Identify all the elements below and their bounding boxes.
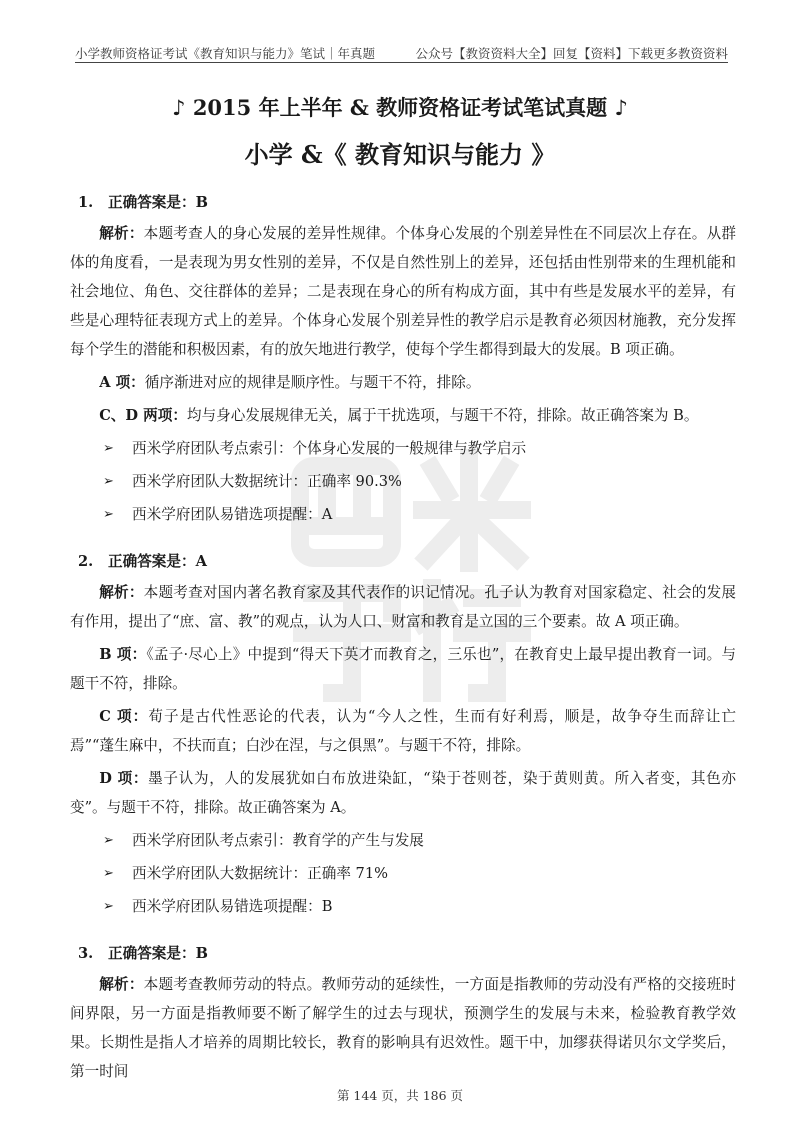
option-text: 均与身心发展规律无关，属于干扰选项，与题干不符，排除。故正确答案为 B。 [186, 407, 699, 424]
analysis-label: 解析： [99, 225, 144, 242]
analysis-text: 本题考查人的身心发展的差异性规律。个体身心发展的个别差异性在不同层次上存在。从群体的角度看，一是表现为男女性别的差异，不仅是自然性别上的差异，还包括由性别带来的生理机能和社会地位、角色、交往群体的差异；二是表现在身心的所有构成方面，其中有些是发展水平的差异，有些是心理特征表现方式上的差异。个体身心发展个别差异性的教学启示是教育必须因材施教，充分发挥每个学生的潜能和积极因素，有的放矢地进行教学，使每个学生都得到最大的发展。B 项正确。 [70, 225, 736, 358]
header-right-text: 公众号【教资资料大全】回复【资料】下载更多教资资料 [415, 46, 728, 61]
page-header [75, 40, 728, 63]
arrow-bullet-icon: ➢ [103, 507, 114, 522]
analysis-text: 本题考查教师劳动的特点。教师劳动的延续性，一方面是指教师的劳动没有严格的交接班时间界限，另一方面是指教师要不断了解学生的过去与现状，预测学生的发展与未来，检验教育教学效果。长期性是指人才培养的周期比较长，教育的影响具有迟效性。题干中，加缪获得诺贝尔文学奖后，第一时间 [70, 976, 736, 1080]
analysis-paragraph [70, 219, 736, 364]
note-item [70, 434, 736, 463]
option-label: C 项： [99, 708, 149, 725]
note-text: 西米学府团队易错选项提醒：B [132, 898, 333, 915]
answer-label: 正确答案是：B [108, 194, 208, 211]
note-item [70, 467, 736, 496]
question-number: 1. [78, 194, 94, 211]
analysis-paragraph [70, 970, 736, 1086]
analysis-paragraph [70, 578, 736, 636]
option-text: 循序渐进对应的规律是顺序性。与题干不符，排除。 [144, 374, 481, 391]
option-label: D 项： [99, 770, 149, 787]
option-paragraph [70, 764, 736, 822]
question-number: 2. [78, 553, 94, 570]
note-item [70, 826, 736, 855]
option-paragraph [70, 702, 736, 760]
option-label: C、D 两项： [99, 407, 187, 424]
option-text: 荀子是古代性恶论的代表，认为“今人之性，生而有好利焉，顺是，故争夺生而辞让亡焉”“蓬生麻中，不扶而直；白沙在涅，与之俱黑”。与题干不符，排除。 [70, 708, 736, 754]
analysis-text: 本题考查对国内著名教育家及其代表作的识记情况。孔子认为教育对国家稳定、社会的发展有作用，提出了“庶、富、教”的观点，认为人口、财富和教育是立国的三个要素。故 A 项正确。 [70, 584, 736, 630]
page-subtitle: 小学 &《 教育知识与能力 》 [244, 140, 556, 169]
answer-label: 正确答案是：A [108, 553, 207, 570]
note-text: 西米学府团队考点索引：个体身心发展的一般规律与教学启示 [132, 440, 527, 457]
arrow-bullet-icon: ➢ [103, 899, 114, 914]
question-number: 3. [78, 945, 94, 962]
note-text: 西米学府团队大数据统计：正确率 71% [132, 865, 388, 882]
arrow-bullet-icon: ➢ [103, 833, 114, 848]
option-label: A 项： [99, 374, 145, 391]
note-item [70, 859, 736, 888]
question-heading [78, 188, 736, 217]
option-text: 《孟子·尽心上》中提到“得天下英才而教育之，三乐也”，在教育史上最早提出教育一词。与题干不符，排除。 [70, 646, 736, 692]
note-text: 西米学府团队考点索引：教育学的产生与发展 [132, 832, 424, 849]
option-text: 墨子认为，人的发展犹如白布放进染缸，“染于苍则苍，染于黄则黄。所入者变，其色亦变”。与题干不符，排除。故正确答案为 A。 [70, 770, 736, 816]
answer-label: 正确答案是：B [108, 945, 208, 962]
page-footer: 第 144 页，共 186 页 [336, 1088, 464, 1103]
note-item [70, 892, 736, 921]
arrow-bullet-icon: ➢ [103, 474, 114, 489]
option-paragraph [70, 401, 736, 430]
note-text: 西米学府团队大数据统计：正确率 90.3% [132, 473, 402, 490]
analysis-label: 解析： [99, 976, 144, 993]
content [70, 188, 736, 1090]
arrow-bullet-icon: ➢ [103, 866, 114, 881]
note-text: 西米学府团队易错选项提醒：A [132, 506, 333, 523]
note-item [70, 500, 736, 529]
question-heading [78, 547, 736, 576]
question-heading [78, 939, 736, 968]
page-title: ♪ 2015 年上半年 & 教师资格证考试笔试真题 ♪ [172, 95, 628, 120]
option-label: B 项： [99, 646, 147, 663]
header-left-text: 小学教师资格证考试《教育知识与能力》笔试｜年真题 [75, 46, 376, 61]
option-paragraph [70, 640, 736, 698]
analysis-label: 解析： [99, 584, 144, 601]
arrow-bullet-icon: ➢ [103, 441, 114, 456]
option-paragraph [70, 368, 736, 397]
